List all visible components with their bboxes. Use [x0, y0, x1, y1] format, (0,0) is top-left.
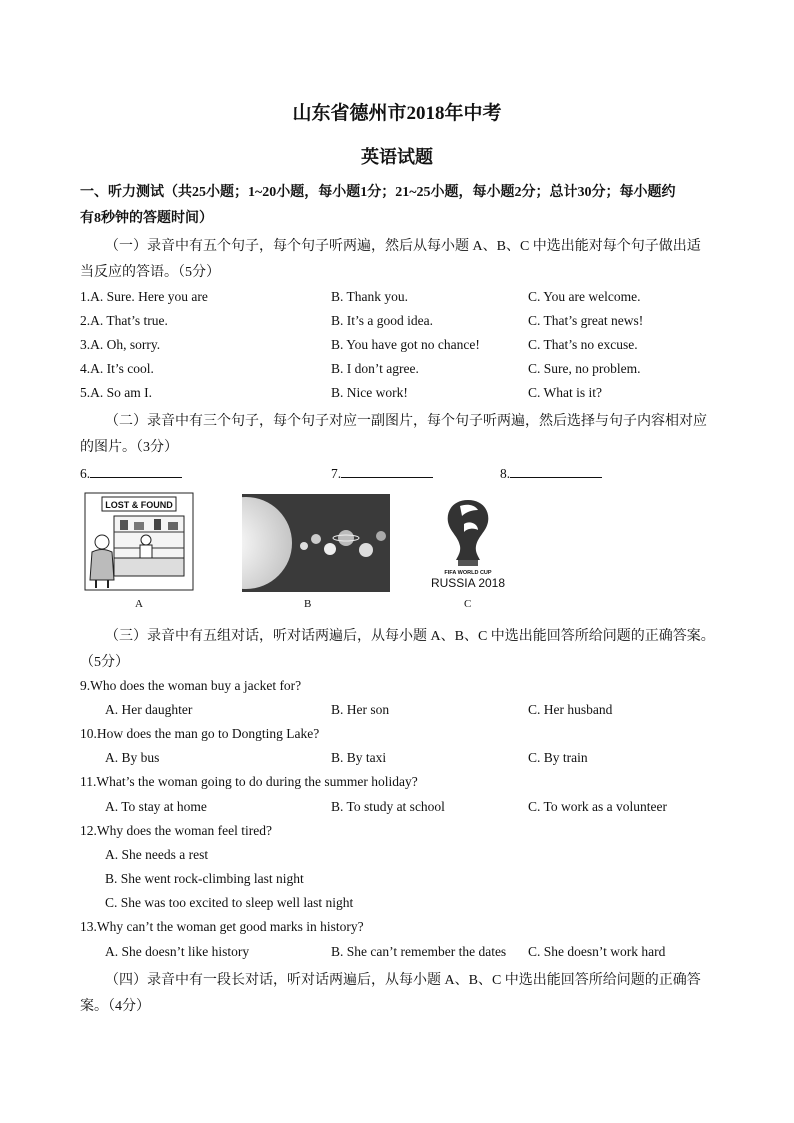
part2-intro: （二）录音中有三个句子，每个句子对应一副图片，每个句子听两遍，然后选择与句子内容相对应: [105, 414, 707, 429]
q11-option-c: C. To work as a volunteer: [528, 799, 668, 814]
q13-question: 13.Why can’t the woman get good marks in history?: [80, 919, 364, 934]
q12-option-b: B. She went rock-climbing last night: [105, 871, 304, 886]
part3-intro-cont: （5分）: [80, 655, 129, 670]
q1-option-b: B. Thank you.: [331, 289, 408, 304]
q5-option-a: 5.A. So am I.: [80, 385, 152, 400]
q10-question: 10.How does the man go to Dongting Lake?: [80, 726, 320, 741]
answer-blank-7: 7.: [331, 465, 433, 482]
image-label-a: A: [135, 598, 143, 610]
q2-option-b: B. It’s a good idea.: [331, 313, 433, 328]
q9-question: 9.Who does the woman buy a jacket for?: [80, 678, 302, 693]
page-subtitle: 英语试题: [361, 147, 433, 167]
q13-option-b: B. She can’t remember the dates: [331, 944, 507, 959]
q4-option-a: 4.A. It’s cool.: [80, 361, 154, 376]
q1-option-a: 1.A. Sure. Here you are: [80, 289, 208, 304]
q9-option-c: C. Her husband: [528, 702, 613, 717]
lost-and-found-booth-icon: [84, 492, 194, 592]
q10-option-b: B. By taxi: [331, 750, 387, 765]
q3-option-a: 3.A. Oh, sorry.: [80, 337, 161, 352]
q9-option-a: A. Her daughter: [105, 702, 193, 717]
q12-option-c: C. She was too excited to sleep well last night: [105, 895, 354, 910]
part1-intro: （一）录音中有五个句子，每个句子听两遍，然后从每小题 A、B、C 中选出能对每个句子做出适: [105, 239, 701, 254]
world-cup-caption: FIFA WORLD CUP: [444, 570, 492, 576]
part3-intro: （三）录音中有五组对话，听对话两遍后，从每小题 A、B、C 中选出能回答所给问题的正确答案。: [105, 629, 715, 644]
q11-option-a: A. To stay at home: [105, 799, 207, 814]
q11-option-b: B. To study at school: [331, 799, 445, 814]
part2-intro-cont: 的图片。（3分）: [80, 440, 178, 455]
image-label-b: B: [304, 598, 312, 610]
q10-option-a: A. By bus: [105, 750, 160, 765]
q2-option-a: 2.A. That’s true.: [80, 313, 168, 328]
q11-question: 11.What’s the woman going to do during the summer holiday?: [80, 774, 418, 789]
q12-option-a: A. She needs a rest: [105, 847, 209, 862]
part4-intro: （四）录音中有一段长对话，听对话两遍后，从每小题 A、B、C 中选出能回答所给问题的正确答: [105, 973, 701, 988]
q13-option-c: C. She doesn’t work hard: [528, 944, 666, 959]
q3-option-b: B. You have got no chance!: [331, 337, 480, 352]
q3-option-c: C. That’s no excuse.: [528, 337, 638, 352]
q5-option-b: B. Nice work!: [331, 385, 408, 400]
q1-option-c: C. You are welcome.: [528, 289, 641, 304]
part4-intro-cont: 案。（4分）: [80, 999, 150, 1014]
q13-option-a: A. She doesn’t like history: [105, 944, 250, 959]
part1-intro-cont: 当反应的答语。（5分）: [80, 265, 220, 280]
world-cup-year: RUSSIA 2018: [430, 576, 506, 590]
section-heading-cont: 有8秒钟的答题时间）: [80, 211, 213, 226]
section-heading: 一、听力测试（共25小题；1~20小题，每小题1分；21~25小题，每小题2分；总计30分；每小题约: [80, 185, 676, 200]
answer-blank-6: 6.: [80, 465, 182, 482]
q5-option-c: C. What is it?: [528, 385, 602, 400]
q4-option-b: B. I don’t agree.: [331, 361, 419, 376]
q12-question: 12.Why does the woman feel tired?: [80, 823, 272, 838]
world-cup-logo-icon: [420, 494, 516, 592]
solar-system-icon: [242, 494, 390, 592]
q2-option-c: C. That’s great news!: [528, 313, 644, 328]
lost-found-sign: LOST & FOUND: [105, 500, 173, 510]
q4-option-c: C. Sure, no problem.: [528, 361, 641, 376]
q10-option-c: C. By train: [528, 750, 588, 765]
q9-option-b: B. Her son: [331, 702, 390, 717]
page-title: 山东省德州市2018年中考: [292, 103, 502, 124]
answer-blank-8: 8.: [500, 465, 602, 482]
image-label-c: C: [464, 598, 472, 610]
